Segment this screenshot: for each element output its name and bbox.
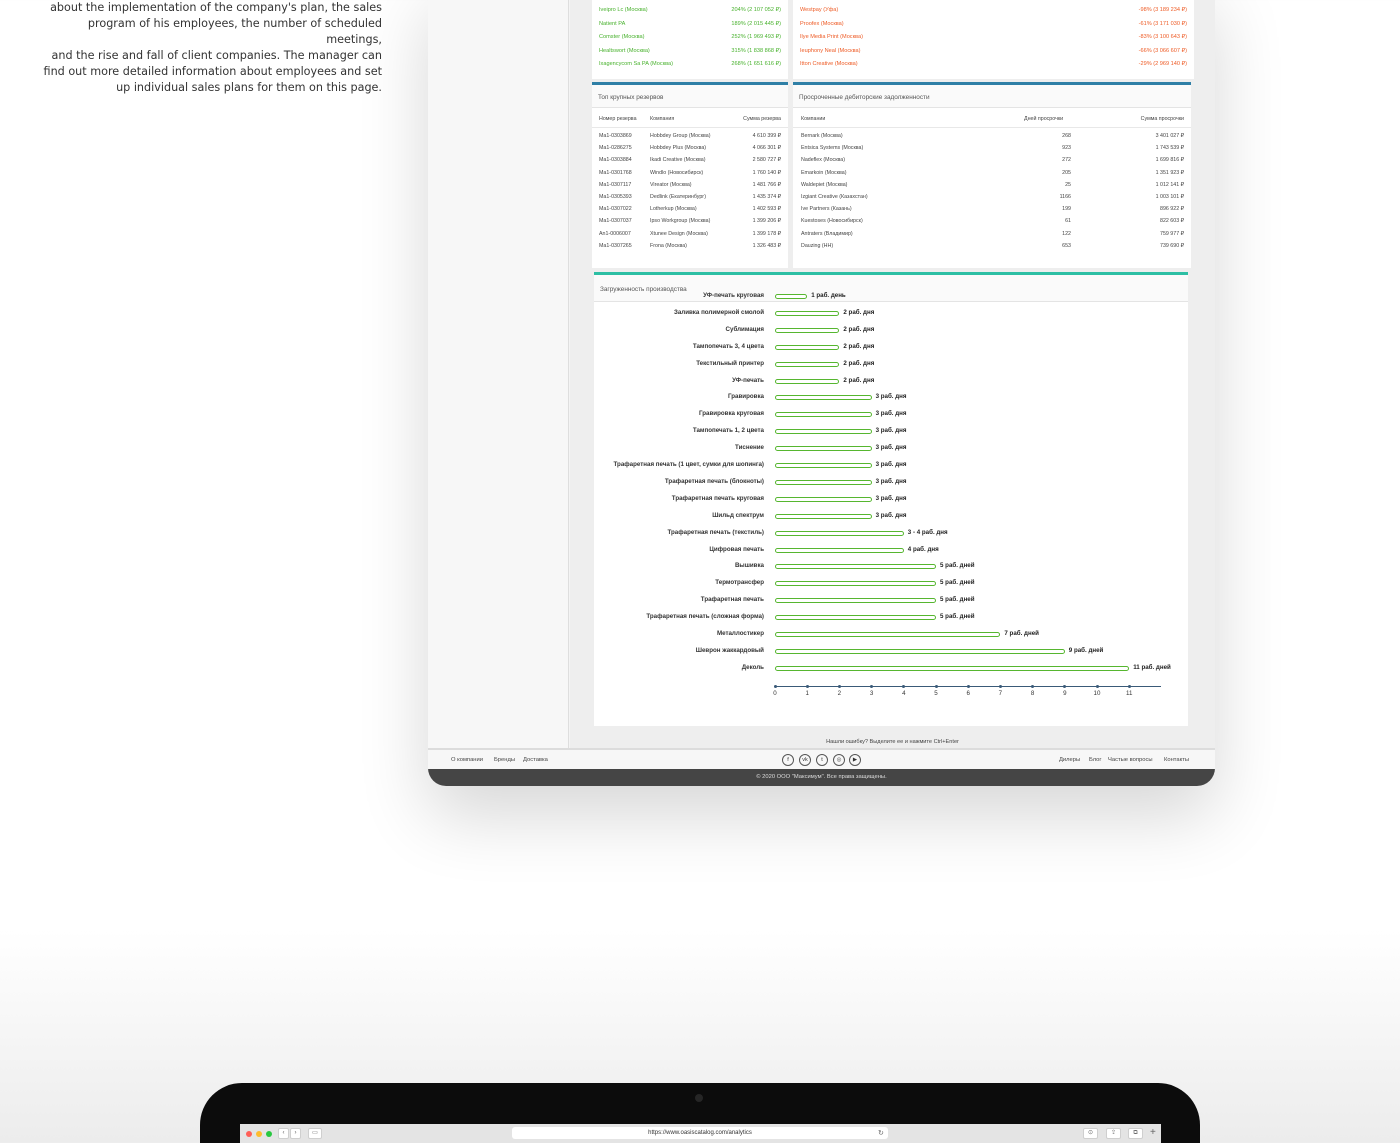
chart-data-label: 2 раб. дня — [843, 308, 875, 316]
table-cell: Dauzing (НН) — [801, 242, 834, 249]
instagram-icon[interactable]: ◎ — [833, 754, 845, 766]
chart-data-label: 5 раб. дней — [940, 613, 975, 621]
table-row[interactable] — [592, 154, 788, 166]
table-cell: 1 351 923 ₽ — [1155, 169, 1184, 176]
reserves-card — [592, 82, 788, 268]
chart-data-label: 2 раб. дня — [843, 376, 875, 384]
footer-link-contacts[interactable]: Контакты — [1164, 757, 1190, 763]
chart-tick-label: 5 — [934, 689, 938, 697]
chart-tick-label: 11 — [1125, 689, 1133, 697]
table-cell: Ive Partners (Казань) — [801, 206, 852, 213]
footer — [428, 748, 1215, 769]
chart-data-label: 3 раб. дня — [875, 511, 907, 519]
table-cell: Hobbdey Plus (Москва) — [650, 145, 707, 152]
chart-bar[interactable] — [775, 497, 872, 502]
chart-data-label: 3 раб. дня — [875, 477, 907, 485]
chart-row-label: УФ-печать — [732, 376, 764, 384]
chart-bar[interactable] — [775, 598, 936, 603]
chart-data-label: 5 раб. дней — [940, 562, 975, 570]
table-cell: 1 399 178 ₽ — [752, 230, 781, 237]
chart-tick-mark — [902, 685, 905, 688]
footer-link-blog[interactable]: Блог — [1089, 757, 1102, 763]
table-cell: 759 977 ₽ — [1160, 230, 1184, 237]
description-line: find out more detailed information about employees and set — [43, 65, 382, 78]
chart-row-label: Трафаретная печать (блокноты) — [664, 477, 764, 485]
reserves-card-title: Топ крупных резервов — [592, 82, 788, 108]
chart-row-label: УФ-печать круговая — [703, 292, 764, 299]
downloads-icon[interactable]: ⊙ — [1083, 1128, 1098, 1139]
table-row[interactable] — [592, 167, 788, 179]
table-cell: 1 760 140 ₽ — [752, 169, 781, 176]
table-cell: 272 — [1062, 157, 1071, 164]
chart-bar[interactable] — [775, 395, 872, 400]
chart-tick-mark — [806, 685, 809, 688]
chart-row-label: Сублимация — [725, 325, 764, 333]
chart-bar[interactable] — [775, 362, 839, 367]
table-header: Компании Дней просрочки Сумма просрочки — [793, 108, 1191, 128]
table-cell: Emarkoin (Москва) — [801, 169, 847, 176]
chart-data-label: 3 - 4 раб. дня — [907, 528, 948, 536]
footer-link-about[interactable]: О компании — [451, 757, 483, 763]
table-cell: Vireator (Москва) — [650, 181, 692, 188]
analytics-content — [570, 0, 1215, 748]
table-row[interactable] — [793, 191, 1191, 203]
chart-row-label: Вышивка — [734, 562, 764, 570]
chart-bar[interactable] — [775, 548, 904, 553]
table-cell: Xtunee Design (Москва) — [650, 230, 708, 237]
chart-bar[interactable] — [775, 294, 807, 299]
chart-row-label: Тампопечать 1, 2 цвета — [692, 427, 764, 435]
table-cell: 205 — [1062, 169, 1071, 176]
forward-icon[interactable]: › — [290, 1128, 301, 1139]
chart-tick-label: 0 — [773, 689, 777, 697]
table-cell: 1 326 483 ₽ — [752, 242, 781, 249]
chart-row-label: Гравировка — [727, 393, 764, 401]
table-cell: Izgiant Creative (Казахстан) — [801, 193, 868, 200]
chart-bar[interactable] — [775, 615, 936, 620]
chart-bar[interactable] — [775, 429, 872, 434]
table-cell: Ma1-0307265 — [599, 242, 632, 249]
debts-card-title: Просроченные дебиторские задолженности — [793, 82, 1191, 108]
youtube-icon[interactable]: ▶ — [849, 754, 861, 766]
chart-row-label: Тампопечать 3, 4 цвета — [692, 342, 764, 350]
chart-bar[interactable] — [775, 328, 839, 333]
table-cell: 25 — [1065, 181, 1071, 188]
chart-data-label: 7 раб. дней — [1004, 630, 1039, 637]
chart-row-label: Трафаретная печать (текстиль) — [667, 528, 764, 536]
growth-list — [592, 0, 788, 79]
chart-tick-label: 2 — [837, 689, 842, 697]
table-cell: 4 610 399 ₽ — [752, 133, 781, 139]
table-body — [592, 128, 788, 252]
chart-tick-mark — [838, 685, 841, 688]
chart-data-label: 2 раб. дня — [843, 342, 875, 350]
table-cell: 199 — [1062, 206, 1071, 213]
browser-toolbar — [240, 1124, 1161, 1143]
table-cell: Lotherkup (Москва) — [650, 206, 697, 213]
chart-bar[interactable] — [775, 632, 1000, 637]
chart-bar[interactable] — [775, 649, 1065, 654]
chart-data-label: 11 раб. дней — [1133, 663, 1171, 671]
facebook-icon[interactable]: f — [782, 754, 794, 766]
table-row[interactable] — [793, 154, 1191, 166]
chart-bar[interactable] — [775, 480, 872, 485]
table-cell: Ma1-0286275 — [599, 145, 632, 152]
table-cell: Antraters (Владимир) — [801, 230, 853, 237]
list-item[interactable]: Ixagencycom Sa PA (Москва) 268% (1 651 616 ₽) — [599, 61, 781, 67]
table-cell: Kuestoses (Новосибирск) — [801, 218, 863, 225]
client-dynamics — [592, 0, 1194, 79]
chart-data-label: 3 раб. дня — [875, 410, 907, 418]
description-line: up individual sales plans for them on this page. — [116, 81, 382, 94]
chart-row-label: Заливка полимерной смолой — [673, 308, 764, 316]
chart-tick-label: 8 — [1030, 689, 1035, 697]
table-cell: Frona (Москва) — [650, 242, 687, 249]
table-cell: Ipso Workgroup (Москва) — [650, 218, 711, 225]
chart-row-label: Трафаретная печать круговая — [671, 494, 764, 502]
chart-data-label: 9 раб. дней — [1068, 646, 1104, 654]
minimize-window-icon[interactable] — [256, 1131, 262, 1137]
table-cell: 896 922 ₽ — [1160, 206, 1184, 213]
table-cell: 1 481 766 ₽ — [752, 181, 781, 188]
table-cell: 268 — [1062, 133, 1071, 139]
debts-card — [793, 82, 1191, 268]
table-body — [793, 128, 1191, 252]
footer-link-faq[interactable]: Частые вопросы — [1108, 757, 1153, 763]
description-line: and the rise and fall of client companies. The manager can — [51, 49, 382, 62]
chart-row-label: Цифровая печать — [709, 545, 764, 553]
table-cell: 4 066 301 ₽ — [752, 145, 781, 152]
description-line: about the implementation of the company's plan, the sales — [50, 1, 382, 14]
table-cell: Nadeflex (Москва) — [801, 157, 845, 164]
chart-row-label: Шильд спектрум — [712, 511, 764, 519]
table-header: Номер резерва Компания Сумма резерва — [592, 108, 788, 128]
list-item[interactable]: Healtswort (Москва) 315% (1 838 868 ₽) — [599, 47, 781, 54]
sidebar — [428, 0, 569, 748]
table-cell: Ma1-0305393 — [599, 193, 632, 200]
table-cell: 1 399 206 ₽ — [752, 218, 781, 225]
list-item[interactable]: Itton Creative (Москва) -29% (2 969 140 ₽) — [800, 61, 1187, 67]
footer-link-delivery[interactable]: Доставка — [523, 757, 548, 763]
chart-tick-label: 6 — [966, 689, 970, 697]
table-cell: 1166 — [1059, 193, 1071, 200]
chart-data-label: 1 раб. день — [811, 292, 846, 299]
chart-row-label: Трафаретная печать — [700, 596, 764, 604]
chart-bar[interactable] — [775, 564, 936, 569]
table-cell: 61 — [1065, 218, 1071, 225]
chart-tick-mark — [999, 685, 1002, 688]
table-cell: Bernark (Москва) — [801, 133, 843, 139]
camera-icon — [695, 1094, 703, 1102]
chart-tick-label: 3 — [869, 689, 874, 697]
table-cell: 923 — [1062, 145, 1071, 152]
table-cell: 1 699 816 ₽ — [1155, 157, 1184, 164]
chart-data-label: 4 раб. дня — [907, 545, 939, 553]
table-row[interactable] — [592, 215, 788, 227]
chart-bar[interactable] — [775, 345, 839, 350]
footer-link-brands[interactable]: Бренды — [494, 757, 516, 763]
copyright: © 2020 ООО "Максимум". Все права защищены. — [428, 769, 1215, 786]
chart-data-label: 3 раб. дня — [875, 494, 907, 502]
chart-tick-label: 10 — [1093, 689, 1101, 697]
table-row[interactable] — [793, 179, 1191, 191]
table-cell: Ma1-0307117 — [599, 181, 632, 188]
table-cell: 2 580 727 ₽ — [752, 157, 781, 164]
table-row[interactable] — [592, 179, 788, 191]
table-row[interactable] — [793, 167, 1191, 179]
table-cell: Dedlink (Екатеринбург) — [650, 193, 706, 200]
chart-bar[interactable] — [775, 446, 872, 451]
table-row[interactable] — [793, 130, 1191, 142]
table-cell: Windlo (Новосибирск) — [650, 169, 704, 176]
production-card-title: Загруженность производства — [594, 272, 1188, 302]
chart-row-label: Металлостикер — [716, 630, 764, 637]
table-row[interactable] — [592, 228, 788, 240]
table-cell: 739 690 ₽ — [1160, 242, 1184, 249]
table-row[interactable] — [592, 130, 788, 142]
table-cell: 822 603 ₽ — [1160, 218, 1184, 225]
close-window-icon[interactable] — [246, 1131, 252, 1137]
chart-data-label: 3 раб. дня — [875, 393, 907, 401]
chart-tick-mark — [1128, 685, 1131, 688]
device-frame — [428, 0, 1215, 786]
table-row[interactable] — [793, 228, 1191, 240]
list-item[interactable]: Proofex (Москва) -61% (3 171 030 ₽) — [800, 20, 1187, 27]
table-cell: Ikadi Creative (Москва) — [650, 157, 706, 164]
chart-row-label: Гравировка круговая — [698, 410, 764, 418]
table-cell: Ma1-0307022 — [599, 206, 632, 213]
table-row[interactable] — [592, 191, 788, 203]
chart-row-label: Трафаретная печать (1 цвет, сумки для шопинга) — [613, 461, 764, 468]
list-item[interactable]: Ieuphony Neal (Москва) -66% (3 066 607 ₽) — [800, 47, 1187, 54]
chart-data-label: 2 раб. дня — [843, 325, 875, 333]
description-line: program of his employees, the number of scheduled meetings, — [87, 17, 382, 46]
table-cell: Ma1-0307037 — [599, 218, 632, 225]
chart-data-label: 5 раб. дней — [940, 579, 975, 587]
laptop-frame — [200, 1083, 1200, 1143]
list-item[interactable]: Comster (Москва) 252% (1 969 493 ₽) — [599, 34, 781, 40]
chart-data-label: 5 раб. дней — [940, 596, 975, 604]
chart-bar[interactable] — [775, 531, 904, 536]
table-cell: 122 — [1062, 230, 1071, 237]
table-cell: Ma1-0303884 — [599, 157, 632, 164]
chart-tick-label: 1 — [805, 689, 809, 697]
table-row[interactable] — [793, 215, 1191, 227]
chart-data-label: 3 раб. дня — [875, 461, 907, 468]
url-text: https://www.oasiscatalog.com/analytics — [648, 1130, 752, 1136]
new-tab-icon[interactable]: + — [1150, 1127, 1156, 1138]
table-row[interactable] — [793, 203, 1191, 215]
maximize-window-icon[interactable] — [266, 1131, 272, 1137]
vk-icon[interactable]: vk — [799, 754, 811, 766]
chart-row-label: Текстильный принтер — [696, 359, 764, 367]
chart-tick-label: 7 — [998, 689, 1003, 697]
error-hint: Нашли ошибку? Выделите ее и нажмите Ctrl+Enter — [826, 739, 959, 745]
chart-data-label: 2 раб. дня — [843, 359, 875, 367]
reload-icon[interactable]: ↻ — [878, 1130, 884, 1137]
chart-bar[interactable] — [775, 412, 872, 417]
chart-row-label: Трафаретная печать (сложная форма) — [646, 613, 764, 621]
table-cell: 1 435 374 ₽ — [752, 193, 781, 200]
table-row[interactable] — [793, 142, 1191, 154]
table-cell: Ma1-0303869 — [599, 133, 632, 139]
chart-data-label: 3 раб. дня — [875, 427, 907, 435]
chart-tick-label: 9 — [1063, 689, 1067, 697]
table-cell: 1 743 539 ₽ — [1155, 145, 1184, 152]
chart-row-label: Деколь — [741, 663, 764, 671]
table-cell: An1-0006007 — [599, 230, 631, 237]
footer-link-dealers[interactable]: Дилеры — [1059, 757, 1081, 763]
table-cell: 653 — [1062, 242, 1071, 249]
chart-tick-mark — [1031, 685, 1034, 688]
table-cell: 1 003 101 ₽ — [1155, 193, 1184, 200]
chart-bar[interactable] — [775, 514, 872, 519]
table-cell: 3 401 027 ₽ — [1155, 133, 1184, 139]
tabs-icon[interactable]: ⧉ — [1128, 1128, 1143, 1139]
table-row[interactable] — [592, 142, 788, 154]
chart-row-label: Тиснение — [735, 444, 764, 452]
chart-tick-mark — [870, 685, 873, 688]
description-text — [40, 0, 382, 96]
table-cell: Entsica Systems (Москва) — [801, 145, 864, 152]
chart-tick-mark — [774, 685, 777, 688]
chart-tick-mark — [1096, 685, 1099, 688]
chart-bar[interactable] — [775, 463, 872, 468]
chart-row-label: Шеврон жаккардовый — [695, 646, 764, 654]
list-item[interactable]: Natient PA 189% (2 015 445 ₽) — [599, 20, 781, 27]
list-item[interactable]: Iveipro Lc (Москва) 204% (2 107 052 ₽) — [599, 7, 781, 13]
sidebar-toggle-icon[interactable]: ▭ — [308, 1128, 322, 1139]
chart-row-label: Термотрансфер — [715, 579, 764, 587]
chart-data-label: 3 раб. дня — [875, 444, 907, 452]
table-cell: Ma1-0301768 — [599, 169, 632, 176]
table-cell: 1 012 141 ₽ — [1155, 181, 1184, 188]
chart-bar[interactable] — [775, 666, 1129, 671]
back-icon[interactable]: ‹ — [278, 1128, 289, 1139]
production-chart — [594, 273, 1188, 725]
chart-tick-label: 4 — [902, 689, 906, 697]
chart-tick-mark — [935, 685, 938, 688]
table-cell: Waldepiet (Москва) — [801, 181, 848, 188]
address-bar[interactable] — [512, 1127, 888, 1139]
twitter-icon[interactable]: t — [816, 754, 828, 766]
decline-list — [793, 0, 1194, 79]
chart-tick-mark — [1063, 685, 1066, 688]
chart-bar[interactable] — [775, 581, 936, 586]
table-cell: 1 402 593 ₽ — [752, 206, 781, 213]
chart-bar[interactable] — [775, 311, 839, 316]
chart-tick-mark — [967, 685, 970, 688]
table-cell: Hobbdey Group (Москва) — [650, 133, 711, 139]
table-row[interactable] — [592, 240, 788, 252]
share-icon[interactable]: ⇪ — [1106, 1128, 1121, 1139]
list-item[interactable]: Ilye Media Print (Москва) -83% (3 100 643 ₽) — [800, 34, 1187, 40]
chart-bar[interactable] — [775, 379, 839, 384]
list-item[interactable]: Westpay (Уфа) -98% (3 189 234 ₽) — [800, 7, 1187, 13]
table-row[interactable] — [592, 203, 788, 215]
table-row[interactable] — [793, 240, 1191, 252]
